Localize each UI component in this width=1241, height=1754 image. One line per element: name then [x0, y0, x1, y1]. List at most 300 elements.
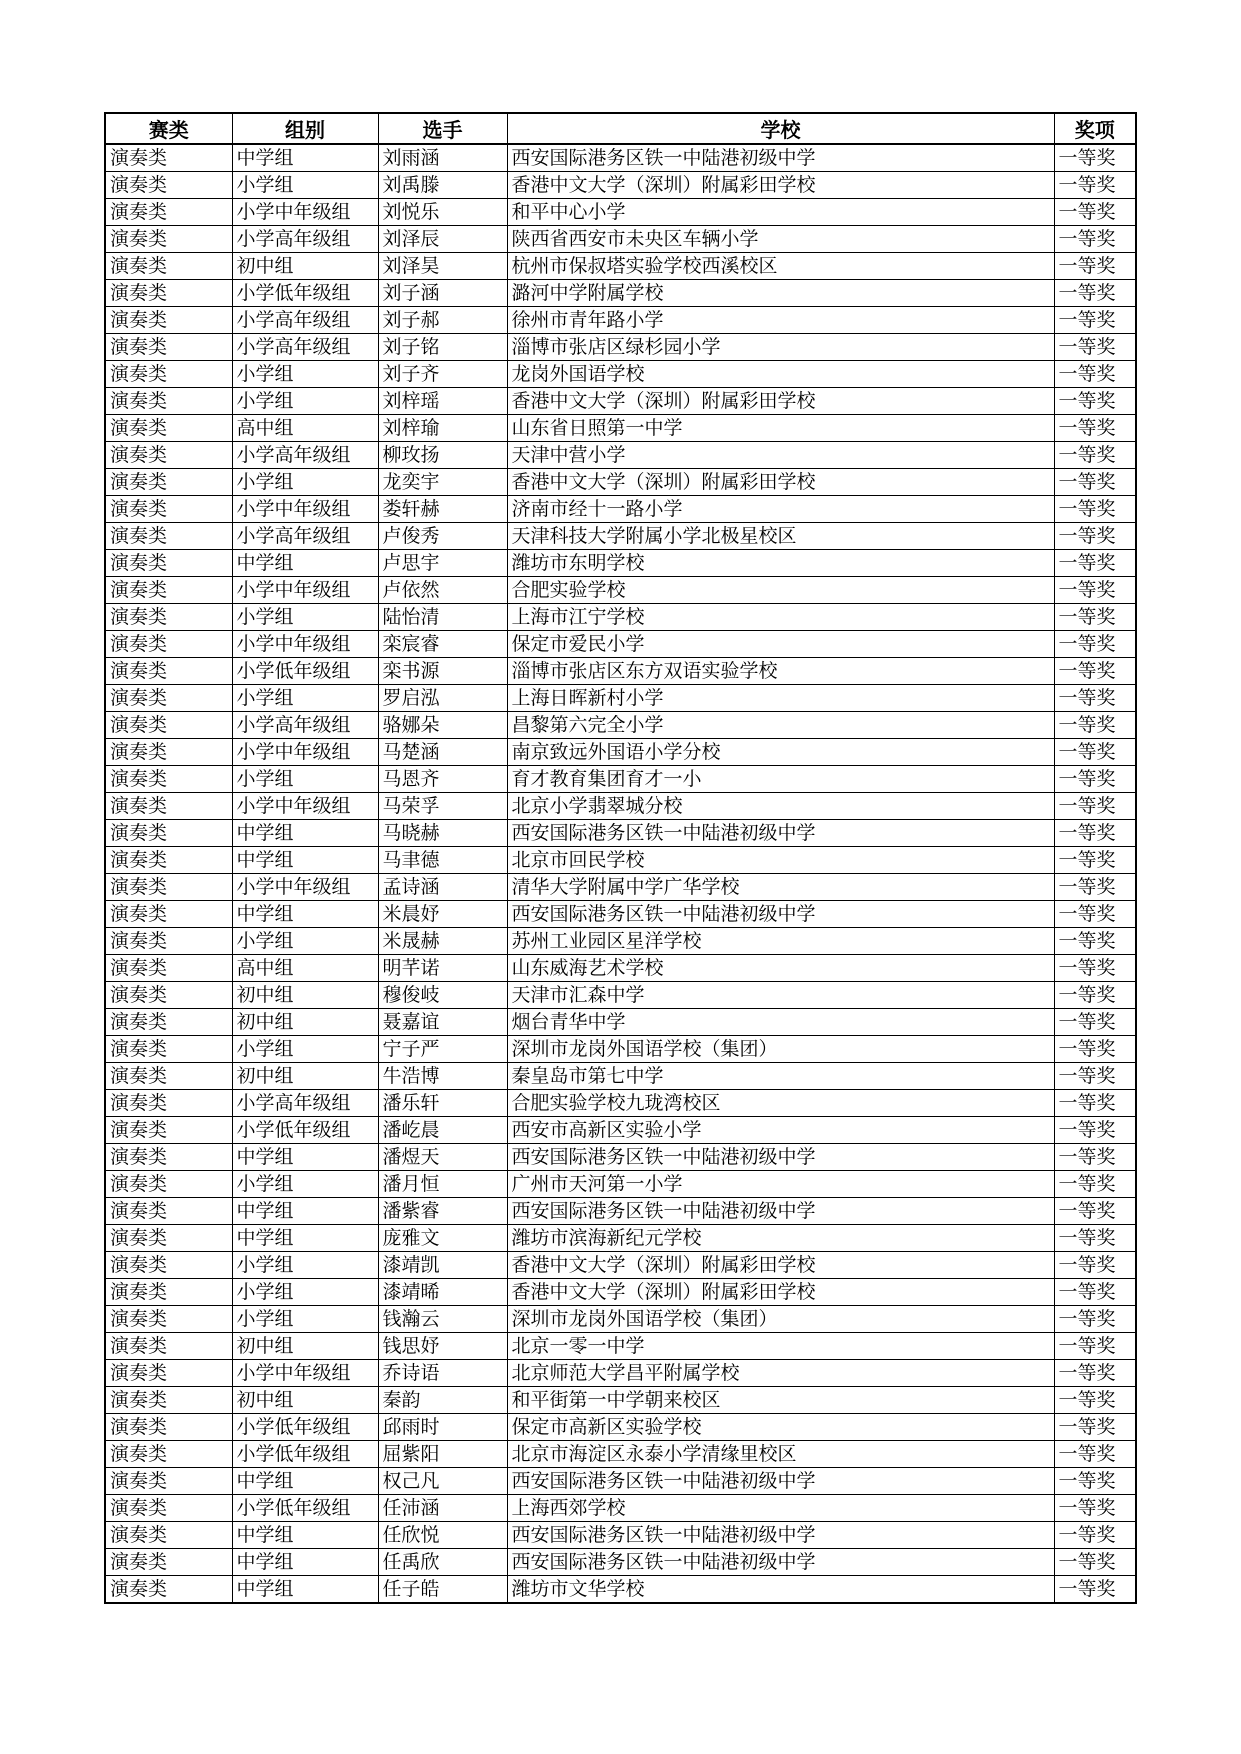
cell-contestant: 卢俊秀	[378, 523, 507, 550]
cell-contestant: 刘泽昊	[378, 253, 507, 280]
cell-award: 一等奖	[1054, 1522, 1136, 1549]
cell-contestant: 邱雨时	[378, 1414, 507, 1441]
cell-school: 上海西郊学校	[507, 1495, 1054, 1522]
table-row	[105, 928, 1136, 955]
cell-contestant: 刘雨涵	[378, 144, 507, 172]
cell-school: 秦皇岛市第七中学	[507, 1063, 1054, 1090]
cell-category: 演奏类	[105, 820, 232, 847]
cell-group: 小学低年级组	[232, 1414, 378, 1441]
table-row	[105, 1171, 1136, 1198]
cell-contestant: 穆俊岐	[378, 982, 507, 1009]
cell-award: 一等奖	[1054, 144, 1136, 172]
table-row	[105, 280, 1136, 307]
cell-group: 小学组	[232, 388, 378, 415]
cell-category: 演奏类	[105, 874, 232, 901]
cell-group: 小学高年级组	[232, 1090, 378, 1117]
cell-school: 潍坊市滨海新纪元学校	[507, 1225, 1054, 1252]
cell-group: 小学中年级组	[232, 199, 378, 226]
cell-school: 西安国际港务区铁一中陆港初级中学	[507, 1198, 1054, 1225]
cell-category: 演奏类	[105, 1063, 232, 1090]
cell-award: 一等奖	[1054, 1279, 1136, 1306]
cell-category: 演奏类	[105, 415, 232, 442]
cell-contestant: 任沛涵	[378, 1495, 507, 1522]
cell-contestant: 栾宸睿	[378, 631, 507, 658]
cell-contestant: 刘子铭	[378, 334, 507, 361]
table-row	[105, 442, 1136, 469]
cell-school: 西安市高新区实验小学	[507, 1117, 1054, 1144]
table-body	[105, 144, 1136, 1603]
cell-contestant: 任禹欣	[378, 1549, 507, 1576]
cell-category: 演奏类	[105, 307, 232, 334]
cell-contestant: 潘乐轩	[378, 1090, 507, 1117]
cell-contestant: 秦韵	[378, 1387, 507, 1414]
cell-award: 一等奖	[1054, 1441, 1136, 1468]
cell-category: 演奏类	[105, 739, 232, 766]
cell-award: 一等奖	[1054, 1171, 1136, 1198]
cell-contestant: 米晨妤	[378, 901, 507, 928]
cell-category: 演奏类	[105, 469, 232, 496]
cell-group: 小学中年级组	[232, 1360, 378, 1387]
cell-contestant: 潘煜天	[378, 1144, 507, 1171]
cell-group: 小学组	[232, 928, 378, 955]
cell-award: 一等奖	[1054, 604, 1136, 631]
cell-contestant: 刘泽辰	[378, 226, 507, 253]
table-row	[105, 469, 1136, 496]
cell-category: 演奏类	[105, 712, 232, 739]
cell-group: 中学组	[232, 847, 378, 874]
cell-category: 演奏类	[105, 1198, 232, 1225]
cell-school: 济南市经十一路小学	[507, 496, 1054, 523]
cell-category: 演奏类	[105, 901, 232, 928]
cell-school: 和平中心小学	[507, 199, 1054, 226]
cell-group: 中学组	[232, 1468, 378, 1495]
cell-contestant: 骆娜朵	[378, 712, 507, 739]
cell-category: 演奏类	[105, 550, 232, 577]
cell-award: 一等奖	[1054, 442, 1136, 469]
cell-contestant: 罗启泓	[378, 685, 507, 712]
cell-group: 小学高年级组	[232, 307, 378, 334]
cell-school: 山东省日照第一中学	[507, 415, 1054, 442]
table-row	[105, 1549, 1136, 1576]
cell-school: 淄博市张店区绿杉园小学	[507, 334, 1054, 361]
cell-contestant: 米晟赫	[378, 928, 507, 955]
cell-award: 一等奖	[1054, 1036, 1136, 1063]
table-row	[105, 1441, 1136, 1468]
cell-award: 一等奖	[1054, 1333, 1136, 1360]
cell-contestant: 马晓赫	[378, 820, 507, 847]
cell-award: 一等奖	[1054, 982, 1136, 1009]
cell-school: 潞河中学附属学校	[507, 280, 1054, 307]
cell-group: 初中组	[232, 253, 378, 280]
cell-award: 一等奖	[1054, 1360, 1136, 1387]
table-row	[105, 172, 1136, 199]
cell-award: 一等奖	[1054, 523, 1136, 550]
cell-school: 北京市回民学校	[507, 847, 1054, 874]
cell-category: 演奏类	[105, 1360, 232, 1387]
cell-school: 南京致远外国语小学分校	[507, 739, 1054, 766]
cell-contestant: 漆靖凯	[378, 1252, 507, 1279]
cell-contestant: 钱瀚云	[378, 1306, 507, 1333]
cell-category: 演奏类	[105, 1117, 232, 1144]
cell-group: 小学组	[232, 361, 378, 388]
cell-award: 一等奖	[1054, 1144, 1136, 1171]
cell-contestant: 明芊诺	[378, 955, 507, 982]
cell-category: 演奏类	[105, 1333, 232, 1360]
cell-school: 香港中文大学（深圳）附属彩田学校	[507, 388, 1054, 415]
cell-school: 深圳市龙岗外国语学校（集团）	[507, 1036, 1054, 1063]
table-row	[105, 1225, 1136, 1252]
cell-category: 演奏类	[105, 928, 232, 955]
cell-award: 一等奖	[1054, 334, 1136, 361]
cell-school: 淄博市张店区东方双语实验学校	[507, 658, 1054, 685]
cell-contestant: 乔诗语	[378, 1360, 507, 1387]
cell-group: 中学组	[232, 144, 378, 172]
cell-school: 烟台青华中学	[507, 1009, 1054, 1036]
cell-group: 初中组	[232, 1387, 378, 1414]
cell-category: 演奏类	[105, 1495, 232, 1522]
table-row	[105, 199, 1136, 226]
cell-school: 西安国际港务区铁一中陆港初级中学	[507, 144, 1054, 172]
cell-category: 演奏类	[105, 253, 232, 280]
cell-category: 演奏类	[105, 631, 232, 658]
cell-group: 初中组	[232, 982, 378, 1009]
cell-award: 一等奖	[1054, 1576, 1136, 1604]
cell-category: 演奏类	[105, 1009, 232, 1036]
cell-group: 初中组	[232, 1333, 378, 1360]
cell-school: 深圳市龙岗外国语学校（集团）	[507, 1306, 1054, 1333]
cell-school: 北京师范大学昌平附属学校	[507, 1360, 1054, 1387]
cell-group: 小学低年级组	[232, 280, 378, 307]
cell-school: 育才教育集团育才一小	[507, 766, 1054, 793]
cell-award: 一等奖	[1054, 415, 1136, 442]
cell-group: 小学中年级组	[232, 631, 378, 658]
cell-group: 小学组	[232, 1279, 378, 1306]
cell-award: 一等奖	[1054, 658, 1136, 685]
cell-group: 小学中年级组	[232, 874, 378, 901]
table-row	[105, 820, 1136, 847]
cell-category: 演奏类	[105, 577, 232, 604]
cell-category: 演奏类	[105, 766, 232, 793]
cell-school: 西安国际港务区铁一中陆港初级中学	[507, 1144, 1054, 1171]
header-school: 学校	[507, 113, 1054, 144]
cell-school: 西安国际港务区铁一中陆港初级中学	[507, 1522, 1054, 1549]
header-contestant: 选手	[378, 113, 507, 144]
table-row	[105, 685, 1136, 712]
cell-award: 一等奖	[1054, 388, 1136, 415]
cell-award: 一等奖	[1054, 901, 1136, 928]
cell-group: 小学低年级组	[232, 658, 378, 685]
table-row	[105, 550, 1136, 577]
cell-school: 香港中文大学（深圳）附属彩田学校	[507, 469, 1054, 496]
cell-group: 中学组	[232, 820, 378, 847]
cell-award: 一等奖	[1054, 469, 1136, 496]
table-row	[105, 874, 1136, 901]
cell-group: 中学组	[232, 550, 378, 577]
table-row	[105, 334, 1136, 361]
cell-group: 小学组	[232, 1036, 378, 1063]
cell-school: 保定市爱民小学	[507, 631, 1054, 658]
cell-group: 中学组	[232, 901, 378, 928]
table-row	[105, 1495, 1136, 1522]
cell-contestant: 屈紫阳	[378, 1441, 507, 1468]
header-row	[105, 113, 1136, 144]
cell-contestant: 柳玫扬	[378, 442, 507, 469]
table-row	[105, 144, 1136, 172]
cell-award: 一等奖	[1054, 226, 1136, 253]
cell-school: 潍坊市文华学校	[507, 1576, 1054, 1604]
cell-category: 演奏类	[105, 1441, 232, 1468]
cell-group: 高中组	[232, 955, 378, 982]
cell-category: 演奏类	[105, 1036, 232, 1063]
cell-award: 一等奖	[1054, 1495, 1136, 1522]
cell-group: 初中组	[232, 1063, 378, 1090]
cell-award: 一等奖	[1054, 361, 1136, 388]
table-row	[105, 1333, 1136, 1360]
cell-category: 演奏类	[105, 280, 232, 307]
cell-school: 西安国际港务区铁一中陆港初级中学	[507, 1468, 1054, 1495]
cell-award: 一等奖	[1054, 1549, 1136, 1576]
cell-group: 中学组	[232, 1576, 378, 1604]
cell-category: 演奏类	[105, 496, 232, 523]
cell-category: 演奏类	[105, 982, 232, 1009]
cell-school: 西安国际港务区铁一中陆港初级中学	[507, 901, 1054, 928]
table-row	[105, 496, 1136, 523]
cell-school: 龙岗外国语学校	[507, 361, 1054, 388]
cell-award: 一等奖	[1054, 199, 1136, 226]
cell-category: 演奏类	[105, 1549, 232, 1576]
cell-school: 北京一零一中学	[507, 1333, 1054, 1360]
cell-category: 演奏类	[105, 1468, 232, 1495]
table-row	[105, 577, 1136, 604]
table-row	[105, 847, 1136, 874]
cell-award: 一等奖	[1054, 1225, 1136, 1252]
cell-group: 小学高年级组	[232, 712, 378, 739]
cell-award: 一等奖	[1054, 820, 1136, 847]
cell-award: 一等奖	[1054, 631, 1136, 658]
cell-award: 一等奖	[1054, 847, 1136, 874]
cell-award: 一等奖	[1054, 1414, 1136, 1441]
header-award: 奖项	[1054, 113, 1136, 144]
cell-group: 初中组	[232, 1009, 378, 1036]
table-row	[105, 253, 1136, 280]
cell-contestant: 潘月恒	[378, 1171, 507, 1198]
cell-contestant: 陆怡清	[378, 604, 507, 631]
cell-group: 小学组	[232, 172, 378, 199]
cell-category: 演奏类	[105, 523, 232, 550]
cell-award: 一等奖	[1054, 874, 1136, 901]
cell-contestant: 栾书源	[378, 658, 507, 685]
table-row	[105, 982, 1136, 1009]
cell-school: 合肥实验学校九珑湾校区	[507, 1090, 1054, 1117]
cell-contestant: 潘紫睿	[378, 1198, 507, 1225]
cell-school: 潍坊市东明学校	[507, 550, 1054, 577]
table-row	[105, 604, 1136, 631]
cell-school: 保定市高新区实验学校	[507, 1414, 1054, 1441]
cell-category: 演奏类	[105, 442, 232, 469]
table-row	[105, 739, 1136, 766]
table-row	[105, 1576, 1136, 1604]
cell-group: 中学组	[232, 1549, 378, 1576]
table-row	[105, 712, 1136, 739]
table-row	[105, 955, 1136, 982]
cell-category: 演奏类	[105, 955, 232, 982]
cell-group: 小学低年级组	[232, 1117, 378, 1144]
cell-category: 演奏类	[105, 793, 232, 820]
cell-school: 陕西省西安市未央区车辆小学	[507, 226, 1054, 253]
cell-school: 苏州工业园区星洋学校	[507, 928, 1054, 955]
cell-category: 演奏类	[105, 1279, 232, 1306]
table-row	[105, 1117, 1136, 1144]
table-row	[105, 1063, 1136, 1090]
cell-school: 香港中文大学（深圳）附属彩田学校	[507, 1279, 1054, 1306]
header-group: 组别	[232, 113, 378, 144]
cell-group: 中学组	[232, 1198, 378, 1225]
cell-group: 小学组	[232, 469, 378, 496]
cell-category: 演奏类	[105, 685, 232, 712]
cell-category: 演奏类	[105, 334, 232, 361]
cell-category: 演奏类	[105, 1171, 232, 1198]
cell-group: 高中组	[232, 415, 378, 442]
table-row	[105, 307, 1136, 334]
cell-category: 演奏类	[105, 1522, 232, 1549]
cell-contestant: 权己凡	[378, 1468, 507, 1495]
cell-school: 天津中营小学	[507, 442, 1054, 469]
table-row	[105, 1306, 1136, 1333]
cell-contestant: 卢思宇	[378, 550, 507, 577]
table-row	[105, 901, 1136, 928]
cell-group: 小学中年级组	[232, 496, 378, 523]
cell-award: 一等奖	[1054, 1306, 1136, 1333]
cell-contestant: 庞雅文	[378, 1225, 507, 1252]
cell-award: 一等奖	[1054, 1063, 1136, 1090]
header-category: 赛类	[105, 113, 232, 144]
cell-school: 香港中文大学（深圳）附属彩田学校	[507, 1252, 1054, 1279]
cell-school: 上海日晖新村小学	[507, 685, 1054, 712]
cell-award: 一等奖	[1054, 1090, 1136, 1117]
cell-school: 西安国际港务区铁一中陆港初级中学	[507, 820, 1054, 847]
cell-award: 一等奖	[1054, 496, 1136, 523]
cell-contestant: 任子皓	[378, 1576, 507, 1604]
table-row	[105, 1522, 1136, 1549]
cell-group: 小学组	[232, 1252, 378, 1279]
cell-category: 演奏类	[105, 1306, 232, 1333]
cell-award: 一等奖	[1054, 1468, 1136, 1495]
table-row	[105, 1198, 1136, 1225]
cell-group: 小学高年级组	[232, 226, 378, 253]
cell-contestant: 刘子涵	[378, 280, 507, 307]
cell-award: 一等奖	[1054, 955, 1136, 982]
cell-group: 小学组	[232, 1306, 378, 1333]
cell-category: 演奏类	[105, 847, 232, 874]
cell-school: 上海市江宁学校	[507, 604, 1054, 631]
table-row	[105, 1252, 1136, 1279]
cell-award: 一等奖	[1054, 172, 1136, 199]
cell-category: 演奏类	[105, 1387, 232, 1414]
cell-school: 山东威海艺术学校	[507, 955, 1054, 982]
cell-group: 小学中年级组	[232, 793, 378, 820]
cell-contestant: 宁子严	[378, 1036, 507, 1063]
cell-award: 一等奖	[1054, 280, 1136, 307]
table-row	[105, 361, 1136, 388]
table-row	[105, 1036, 1136, 1063]
table-row	[105, 1360, 1136, 1387]
table-row	[105, 658, 1136, 685]
cell-contestant: 刘梓瑶	[378, 388, 507, 415]
table-row	[105, 1468, 1136, 1495]
table-row	[105, 226, 1136, 253]
table-row	[105, 415, 1136, 442]
cell-category: 演奏类	[105, 388, 232, 415]
cell-award: 一等奖	[1054, 1117, 1136, 1144]
cell-award: 一等奖	[1054, 928, 1136, 955]
cell-category: 演奏类	[105, 172, 232, 199]
cell-group: 小学低年级组	[232, 1441, 378, 1468]
cell-contestant: 刘子齐	[378, 361, 507, 388]
cell-group: 小学低年级组	[232, 1495, 378, 1522]
cell-contestant: 刘禹滕	[378, 172, 507, 199]
cell-school: 和平街第一中学朝来校区	[507, 1387, 1054, 1414]
cell-award: 一等奖	[1054, 712, 1136, 739]
table-row	[105, 793, 1136, 820]
cell-award: 一等奖	[1054, 1009, 1136, 1036]
cell-contestant: 任欣悦	[378, 1522, 507, 1549]
cell-school: 天津市汇森中学	[507, 982, 1054, 1009]
cell-award: 一等奖	[1054, 1198, 1136, 1225]
cell-category: 演奏类	[105, 226, 232, 253]
cell-contestant: 马荣孚	[378, 793, 507, 820]
cell-contestant: 龙奕宇	[378, 469, 507, 496]
cell-award: 一等奖	[1054, 577, 1136, 604]
cell-category: 演奏类	[105, 1414, 232, 1441]
table-row	[105, 388, 1136, 415]
cell-category: 演奏类	[105, 199, 232, 226]
cell-award: 一等奖	[1054, 1252, 1136, 1279]
cell-category: 演奏类	[105, 604, 232, 631]
cell-award: 一等奖	[1054, 766, 1136, 793]
cell-school: 合肥实验学校	[507, 577, 1054, 604]
cell-award: 一等奖	[1054, 739, 1136, 766]
cell-category: 演奏类	[105, 1144, 232, 1171]
cell-group: 小学组	[232, 1171, 378, 1198]
cell-award: 一等奖	[1054, 253, 1136, 280]
cell-school: 昌黎第六完全小学	[507, 712, 1054, 739]
cell-group: 中学组	[232, 1225, 378, 1252]
cell-category: 演奏类	[105, 1090, 232, 1117]
table-row	[105, 1009, 1136, 1036]
cell-category: 演奏类	[105, 144, 232, 172]
table-row	[105, 1387, 1136, 1414]
cell-award: 一等奖	[1054, 550, 1136, 577]
cell-group: 小学高年级组	[232, 442, 378, 469]
table-row	[105, 631, 1136, 658]
cell-school: 杭州市保叔塔实验学校西溪校区	[507, 253, 1054, 280]
cell-school: 广州市天河第一小学	[507, 1171, 1054, 1198]
cell-contestant: 刘悦乐	[378, 199, 507, 226]
award-table	[104, 112, 1137, 1604]
cell-contestant: 聂嘉谊	[378, 1009, 507, 1036]
cell-category: 演奏类	[105, 1225, 232, 1252]
cell-contestant: 马恩齐	[378, 766, 507, 793]
cell-group: 小学高年级组	[232, 523, 378, 550]
cell-award: 一等奖	[1054, 793, 1136, 820]
cell-group: 小学高年级组	[232, 334, 378, 361]
table-row	[105, 1414, 1136, 1441]
table-row	[105, 1090, 1136, 1117]
cell-contestant: 娄轩赫	[378, 496, 507, 523]
cell-group: 小学组	[232, 685, 378, 712]
cell-contestant: 牛浩博	[378, 1063, 507, 1090]
cell-contestant: 钱思妤	[378, 1333, 507, 1360]
